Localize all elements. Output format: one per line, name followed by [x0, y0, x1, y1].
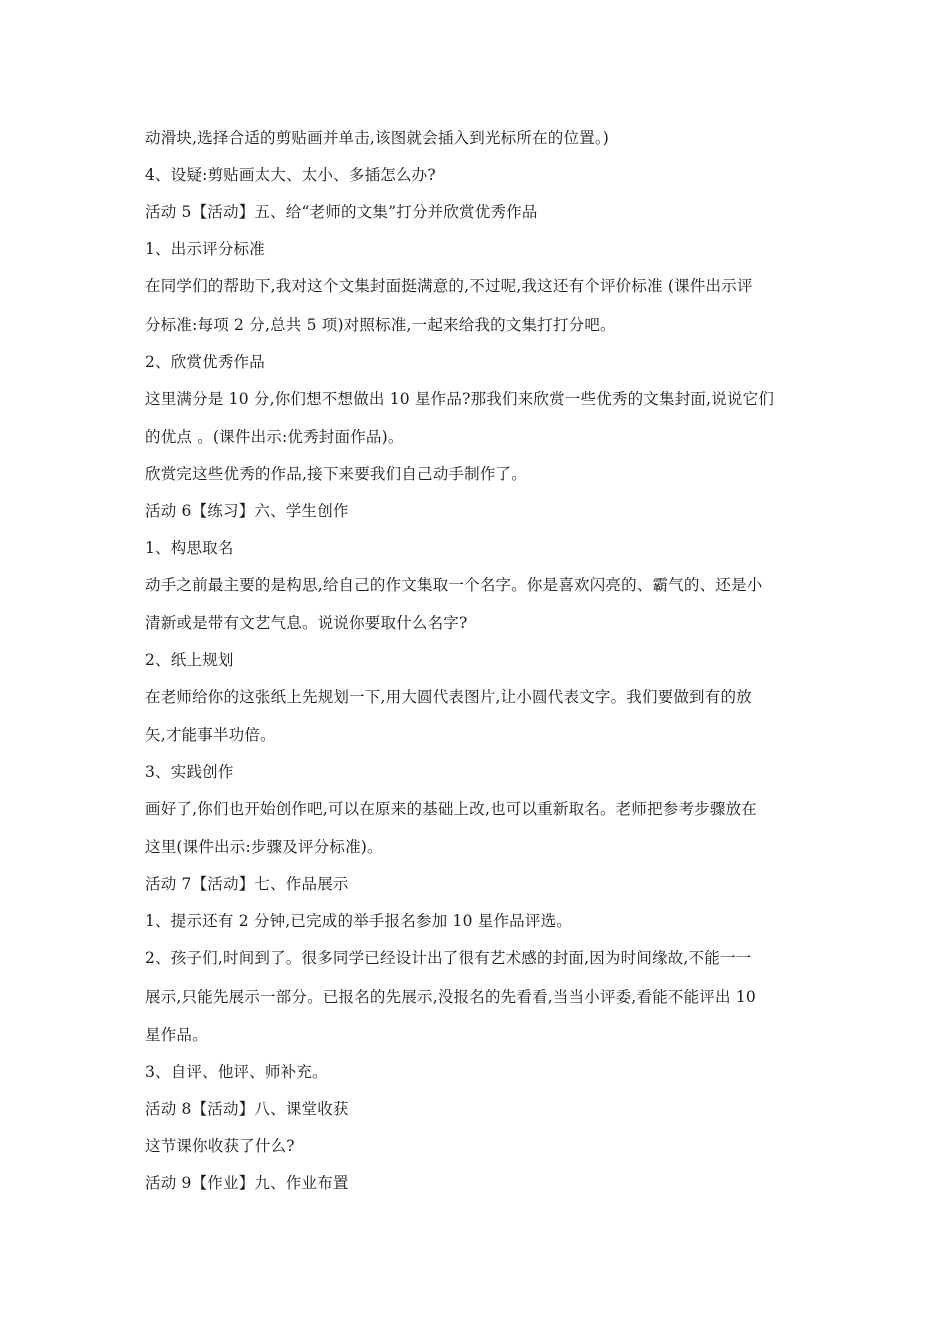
- paragraph-line: 这里(课件出示:步骤及评分标准)。: [145, 838, 383, 856]
- paragraph-line: 这节课你收获了什么?: [145, 1137, 295, 1155]
- paragraph-line: 的优点 。(课件出示:优秀封面作品)。: [145, 428, 404, 446]
- text-line-continuation: 动滑块,选择合适的剪贴画并单击,该图就会插入到光标所在的位置。): [145, 129, 610, 147]
- paragraph-line: 欣赏完这些优秀的作品,接下来要我们自己动手制作了。: [145, 465, 527, 483]
- activity-heading-7: 活动 7【活动】七、作品展示: [145, 875, 349, 893]
- paragraph-line: 这里满分是 10 分,你们想不想做出 10 星作品?那我们来欣赏一些优秀的文集封面,说说它们: [145, 390, 775, 408]
- step-heading: 2、纸上规划: [145, 651, 234, 669]
- activity-heading-6: 活动 6【练习】六、学生创作: [145, 502, 349, 520]
- paragraph-line: 矢,才能事半功倍。: [145, 726, 276, 744]
- paragraph-line: 展示,只能先展示一部分。已报名的先展示,没报名的先看看,当当小评委,看能不能评出 10: [145, 988, 756, 1006]
- paragraph-line: 在老师给你的这张纸上先规划一下,用大圆代表图片,让小圆代表文字。我们要做到有的放: [145, 688, 752, 706]
- activity-heading-5: 活动 5【活动】五、给“老师的文集”打分并欣赏优秀作品: [145, 203, 538, 221]
- paragraph-line: 清新或是带有文艺气息。说说你要取什么名字?: [145, 614, 468, 632]
- text-line-question: 4、设疑:剪贴画太大、太小、多插怎么办?: [145, 166, 436, 184]
- paragraph-line: 在同学们的帮助下,我对这个文集封面挺满意的,不过呢,我这还有个评价标准 (课件出示评: [145, 277, 753, 295]
- step-line: 2、孩子们,时间到了。很多同学已经设计出了很有艺术感的封面,因为时间缘故,不能一一: [145, 949, 752, 967]
- step-heading: 3、实践创作: [145, 763, 234, 781]
- step-heading: 1、出示评分标准: [145, 240, 265, 258]
- activity-heading-9: 活动 9【作业】九、作业布置: [145, 1174, 349, 1192]
- step-line: 3、自评、他评、师补充。: [145, 1063, 328, 1081]
- step-heading: 2、欣赏优秀作品: [145, 353, 265, 371]
- paragraph-line: 画好了,你们也开始创作吧,可以在原来的基础上改,也可以重新取名。老师把参考步骤放在: [145, 800, 757, 818]
- step-heading: 1、构思取名: [145, 539, 234, 557]
- paragraph-line: 星作品。: [145, 1026, 208, 1044]
- step-line: 1、提示还有 2 分钟,已完成的举手报名参加 10 星作品评选。: [145, 912, 572, 930]
- activity-heading-8: 活动 8【活动】八、课堂收获: [145, 1100, 349, 1118]
- paragraph-line: 动手之前最主要的是构思,给自己的作文集取一个名字。你是喜欢闪亮的、霸气的、还是小: [145, 576, 763, 594]
- paragraph-line: 分标准:每项 2 分,总共 5 项)对照标准,一起来给我的文集打打分吧。: [145, 316, 616, 334]
